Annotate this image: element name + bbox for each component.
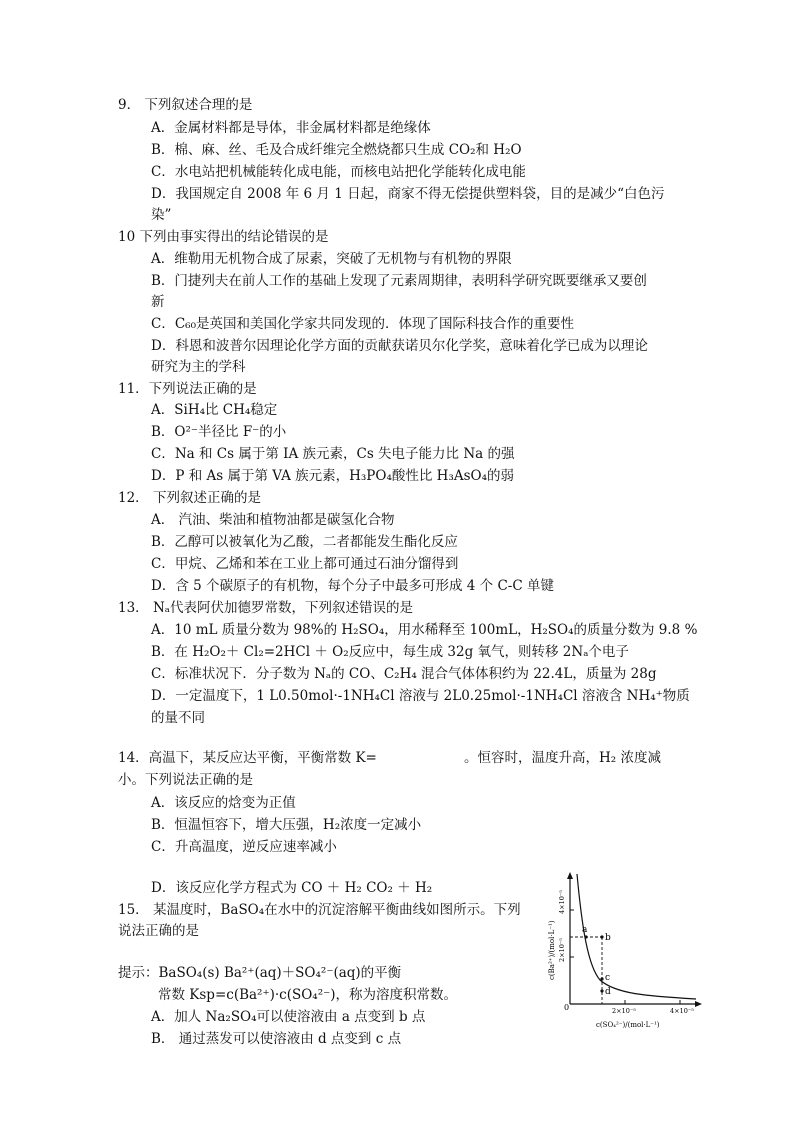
- point-a-label: a: [582, 925, 588, 935]
- q11-option-d: D．P 和 As 属于第 VA 族元素，H₃PO₄酸性比 H₃AsO₄的弱: [151, 468, 515, 484]
- q11-option-a: A．SiH₄比 CH₄稳定: [151, 402, 278, 418]
- point-a: [584, 935, 587, 938]
- q15-hint-cont: 常数 Ksp=c(Ba²⁺)·c(SO₄²⁻)，称为溶度积常数。: [158, 987, 458, 1003]
- q13-option-d-cont: 的量不同: [151, 710, 205, 726]
- q14-option-a: A．该反应的焓变为正值: [151, 795, 296, 811]
- q15-option-b: B． 通过蒸发可以使溶液由 d 点变到 c 点: [151, 1031, 402, 1047]
- equilibrium-curve: [577, 874, 696, 999]
- x-tick-4-label: 4×10⁻⁵: [670, 1007, 694, 1015]
- q12-option-b: B．乙醇可以被氧化为乙酸，二者都能发生酯化反应: [151, 534, 458, 550]
- q14-stem: 14．高温下，某反应达平衡，平衡常数 K=: [118, 750, 377, 766]
- y-axis-label: c(Ba²⁺)/(mol·L⁻¹): [548, 920, 556, 980]
- q15-stem: 15． 某温度时，BaSO₄在水中的沉淀溶解平衡曲线如图所示。下列: [118, 902, 521, 918]
- q14-option-d: D．该反应化学方程式为 CO ＋ H₂ CO₂ ＋ H₂: [151, 880, 433, 896]
- point-d: [600, 989, 603, 992]
- q10-option-b: B．门捷列夫在前人工作的基础上发现了元素周期律，表明科学研究既要继承又要创: [151, 273, 647, 289]
- q13-option-c: C．标准状况下．分子数为 Nₐ的 CO、C₂H₄ 混合气体体积约为 22.4L，质量为 28g: [151, 666, 657, 682]
- q9-option-a: A．金属材料都是导体，非金属材料都是绝缘体: [151, 120, 431, 136]
- y-tick-2-label: 2×10⁻⁵: [558, 938, 566, 962]
- q14-option-b: B．恒温恒容下，增大压强，H₂浓度一定减小: [151, 817, 422, 833]
- q13-option-b: B．在 H₂O₂＋ Cl₂=2HCl ＋ O₂反应中，每生成 32g 氧气，则转移 2Nₐ个电子: [151, 644, 629, 660]
- x-axis-label: c(SO₄²⁻)/(mol·L⁻¹): [596, 1021, 660, 1029]
- q10-option-b-cont: 新: [151, 294, 165, 310]
- x-axis-arrow: [695, 1001, 702, 1007]
- q9-option-d: D．我国规定自 2008 年 6 月 1 日起，商家不得无偿提供塑料袋，目的是减少“白色污: [151, 186, 665, 202]
- origin-label: 0: [564, 1003, 570, 1012]
- q10-option-d: D．科恩和波普尔因理论化学方面的贡献获诺贝尔化学奖，意味着化学已成为以理论: [151, 338, 648, 354]
- q10-option-d-cont: 研究为主的学科: [151, 359, 246, 375]
- q10-option-a: A．维勒用无机物合成了尿素，突破了无机物与有机物的界限: [151, 251, 512, 267]
- point-c-label: c: [605, 973, 611, 983]
- q13-option-a: A．10 mL 质量分数为 98%的 H₂SO₄，用水稀释至 100mL，H₂SO₄的质量分数为 9.8 %: [151, 622, 698, 638]
- q9-stem: 9． 下列叙述合理的是: [118, 97, 253, 113]
- q14-stem-cont: 。恒容时，温度升高，H₂ 浓度减: [464, 750, 661, 766]
- y-axis-arrow: [567, 872, 573, 879]
- q12-option-c: C．甲烷、乙烯和苯在工业上都可通过石油分馏得到: [151, 556, 459, 572]
- q13-option-d: D．一定温度下，1 L0.50mol·-1NH₄Cl 溶液与 2L0.25mol·-1NH₄Cl 溶液含 NH₄⁺物质: [151, 688, 690, 704]
- q11-option-c: C．Na 和 Cs 属于第 IA 族元素，Cs 失电子能力比 Na 的强: [151, 446, 515, 462]
- q15-hint: 提示：BaSO₄(s) Ba²⁺(aq)＋SO₄²⁻(aq)的平衡: [118, 965, 402, 981]
- q10-option-c: C．C₆₀是英国和美国化学家共同发现的．体现了国际科技合作的重要性: [151, 316, 574, 332]
- y-tick-4-label: 4×10⁻⁵: [558, 890, 566, 914]
- q12-option-d: D．含 5 个碳原子的有机物，每个分子中最多可形成 4 个 C-C 单键: [151, 578, 554, 594]
- q9-option-c: C．水电站把机械能转化成电能，而核电站把化学能转化成电能: [151, 164, 526, 180]
- point-c: [600, 977, 603, 980]
- q11-stem: 11．下列说法正确的是: [118, 381, 257, 397]
- q15-stem-cont: 说法正确的是: [118, 923, 199, 939]
- point-d-label: d: [605, 987, 611, 997]
- point-b-label: b: [605, 933, 611, 943]
- q11-option-b: B．O²⁻半径比 F⁻的小: [151, 424, 287, 440]
- q15-option-a: A．加人 Na₂SO₄可以使溶液由 a 点变到 b 点: [151, 1009, 426, 1025]
- q12-option-a: A． 汽油、柴油和植物油都是碳氢化合物: [151, 512, 395, 528]
- q14-stem-line2: 小。下列说法正确的是: [118, 772, 253, 788]
- point-b: [600, 935, 603, 938]
- baso4-equilibrium-graph: [546, 870, 704, 1030]
- q12-stem: 12． 下列叙述正确的是: [118, 490, 261, 506]
- x-tick-2-label: 2×10⁻⁵: [612, 1007, 636, 1015]
- q13-stem: 13． Nₐ代表阿伏加德罗常数，下列叙述错误的是: [118, 600, 413, 616]
- q9-option-b: B．棉、麻、丝、毛及合成纤维完全燃烧都只生成 CO₂和 H₂O: [151, 142, 522, 158]
- q9-option-d-cont: 染”: [151, 207, 172, 223]
- q14-option-c: C．升高温度，逆反应速率减小: [151, 839, 337, 855]
- q10-stem: 10 下列由事实得出的结论错误的是: [118, 229, 329, 245]
